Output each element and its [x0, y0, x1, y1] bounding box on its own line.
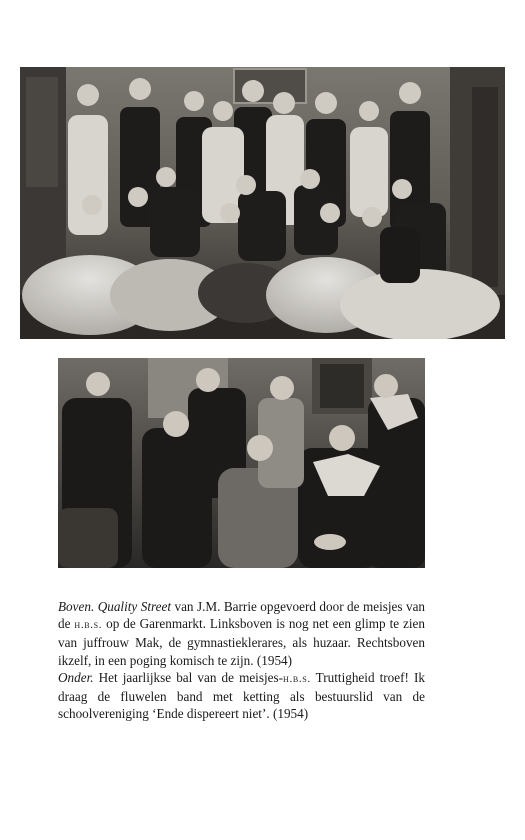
caption-top-abbr: h.b.s. [74, 619, 103, 632]
caption-bottom-lead: Onder. [58, 669, 94, 685]
photo-quality-street [20, 67, 505, 339]
caption-top-title: Quality Street [97, 599, 172, 614]
caption-bottom-text-2: Truttigheid troef! Ik draag de fluwelen band met ketting als bestuurslid van de schoolvereniging ‘Ende dispereert niet’. (1954) [58, 669, 425, 722]
photo-annual-ball [58, 358, 425, 568]
caption-top [58, 598, 425, 669]
photo-quality-street-image [20, 67, 505, 339]
caption-top-text-2: op de Garenmarkt. Linksboven is nog net een glimp te zien van juffrouw Mak, de gymnastieklerares, als huzaar. Rechtsboven ikzelf, in een poging komisch te zijn. (1954) [58, 616, 426, 668]
caption-top-lead: Boven. [58, 599, 95, 614]
photo-annual-ball-image [58, 358, 425, 568]
caption-bottom-text-1: Het jaarlijkse bal van de meisjes- [93, 669, 284, 685]
caption-bottom [58, 669, 425, 723]
caption-top-text-1: van J.M. Barrie opgevoerd door de meisjes van de [58, 599, 426, 632]
caption-bottom-abbr: h.b.s. [283, 672, 311, 685]
photo-captions [58, 598, 425, 722]
